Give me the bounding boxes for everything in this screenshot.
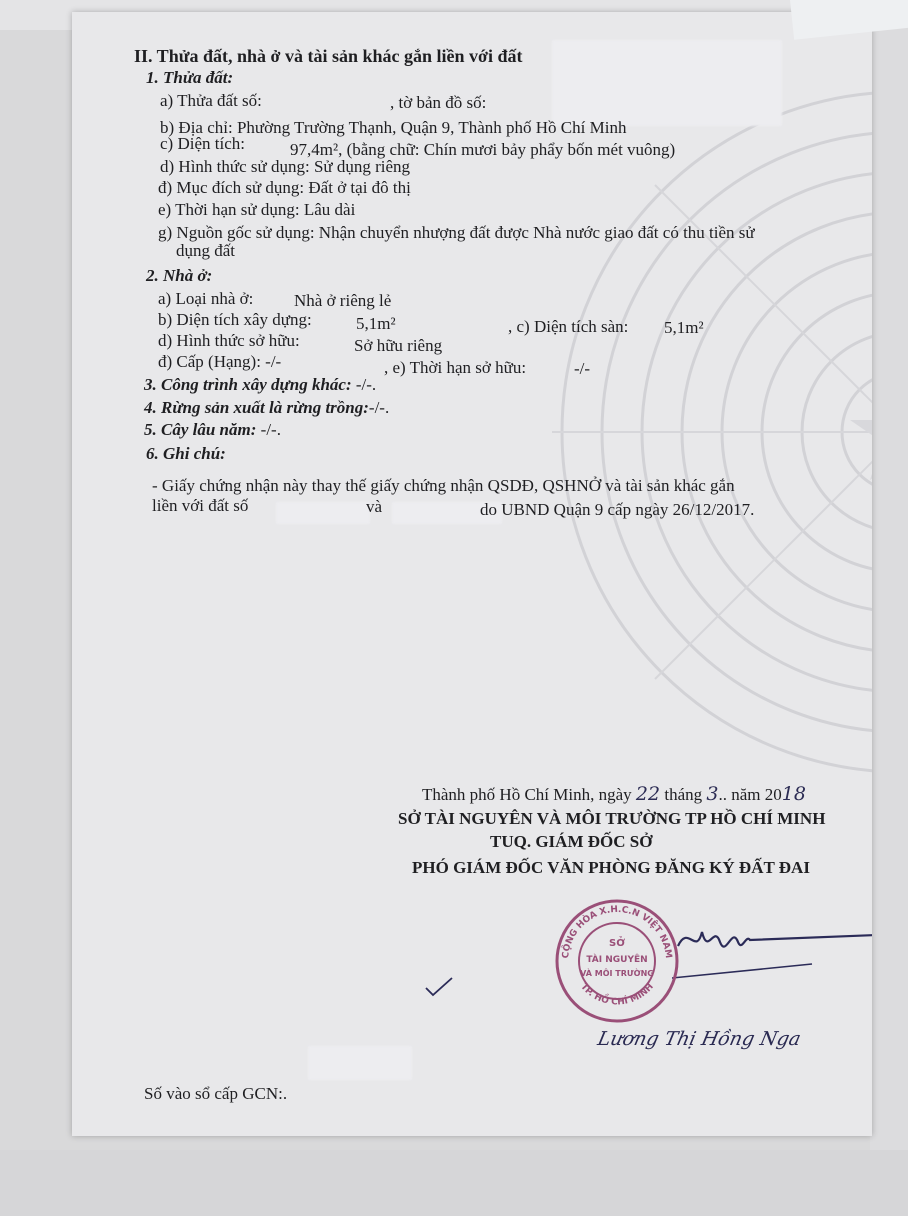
official-stamp xyxy=(552,898,682,1024)
land-use-term: e) Thời hạn sử dụng: Lâu dài xyxy=(158,200,356,219)
house-heading: 2. Nhà ở: xyxy=(146,266,213,285)
notes-heading: 6. Ghi chú: xyxy=(146,444,226,463)
house-type-value: Nhà ở riêng lẻ xyxy=(294,291,392,310)
certificate-page xyxy=(72,12,872,1136)
note-line-2c: do UBND Quận 9 cấp ngày 26/12/2017. xyxy=(480,500,755,519)
land-map-sheet: , tờ bản đồ số: xyxy=(390,93,487,112)
handwritten-day: 22 xyxy=(635,783,661,805)
svg-text:SỞ: SỞ xyxy=(609,938,625,949)
background-bottom xyxy=(0,1150,908,1216)
land-address: b) Địa chỉ: Phường Trường Thạnh, Quận 9, Thành phố Hồ Chí Minh xyxy=(160,118,627,137)
land-use-form: d) Hình thức sử dụng: Sử dụng riêng xyxy=(160,157,411,176)
svg-text:CỘNG HÒA X.H.C.N VIỆT NAM: CỘNG HÒA X.H.C.N VIỆT NAM xyxy=(560,904,674,959)
svg-text:TP. HỒ CHÍ MINH: TP. HỒ CHÍ MINH xyxy=(578,981,656,1008)
issuing-department: SỞ TÀI NGUYÊN VÀ MÔI TRƯỜNG TP HỒ CHÍ MINH xyxy=(398,809,826,828)
house-grade: đ) Cấp (Hạng): -/- xyxy=(158,352,282,371)
house-term-value: -/- xyxy=(574,359,591,378)
handwritten-month: 3 xyxy=(706,783,719,805)
svg-text:VÀ MÔI TRƯỜNG: VÀ MÔI TRƯỜNG xyxy=(580,969,654,978)
authorization-title: TUQ. GIÁM ĐỐC SỞ xyxy=(490,832,653,851)
house-build-area-label: b) Diện tích xây dựng: xyxy=(158,310,312,329)
house-build-area-value: 5,1m² xyxy=(356,314,396,333)
redacted-area xyxy=(276,502,370,524)
signer-name: Lương Thị Hồng Nga xyxy=(595,1028,803,1050)
production-forest: 4. Rừng sản xuất là rừng trồng:-/-. xyxy=(144,398,390,417)
registry-number-label: Số vào sổ cấp GCN:. xyxy=(144,1084,288,1103)
house-ownership-value: Sở hữu riêng xyxy=(354,336,443,355)
house-type-label: a) Loại nhà ở: xyxy=(158,289,254,308)
redacted-area xyxy=(308,1046,412,1080)
signer-position: PHÓ GIÁM ĐỐC VĂN PHÒNG ĐĂNG KÝ ĐẤT ĐAI xyxy=(412,858,810,877)
land-parcel-number: a) Thửa đất số: xyxy=(160,91,262,110)
handwritten-year: 18 xyxy=(781,783,806,805)
land-heading: 1. Thửa đất: xyxy=(146,68,234,87)
redacted-area xyxy=(552,40,782,126)
note-line-2b: và xyxy=(366,497,383,516)
house-floor-area-label: , c) Diện tích sàn: xyxy=(508,317,629,336)
drum-watermark-emblem xyxy=(552,82,872,782)
land-use-purpose: đ) Mục đích sử dụng: Đất ở tại đô thị xyxy=(158,178,411,197)
note-line-1: - Giấy chứng nhận này thay thế giấy chứng nhận QSDĐ, QSHNỞ và tài sản khác gắn xyxy=(152,476,735,495)
background-right xyxy=(870,0,908,1216)
place-date: Thành phố Hồ Chí Minh, ngày 22 tháng 3.. năm 2018 xyxy=(422,783,806,805)
land-origin: g) Nguồn gốc sử dụng: Nhận chuyển nhượng đất được Nhà nước giao đất có thu tiền sử xyxy=(158,223,755,242)
svg-text:TÀI NGUYÊN: TÀI NGUYÊN xyxy=(586,955,648,965)
land-area-value: 97,4m², (bằng chữ: Chín mươi bảy phẩy bốn mét vuông) xyxy=(290,140,676,159)
note-line-2a: liền với đất số xyxy=(152,496,249,515)
perennial-trees: 5. Cây lâu năm: -/-. xyxy=(144,420,281,439)
house-floor-area-value: 5,1m² xyxy=(664,318,704,337)
other-construction: 3. Công trình xây dựng khác: -/-. xyxy=(144,375,377,394)
land-origin-cont: dụng đất xyxy=(176,241,236,260)
land-area-label: c) Diện tích: xyxy=(160,134,245,153)
house-ownership-label: d) Hình thức sở hữu: xyxy=(158,331,300,350)
check-mark-icon xyxy=(424,976,454,998)
house-term-label: , e) Thời hạn sở hữu: xyxy=(384,358,527,377)
section-title: II. Thửa đất, nhà ở và tài sản khác gắn liền với đất xyxy=(134,46,523,66)
signature-scribble xyxy=(672,912,872,992)
